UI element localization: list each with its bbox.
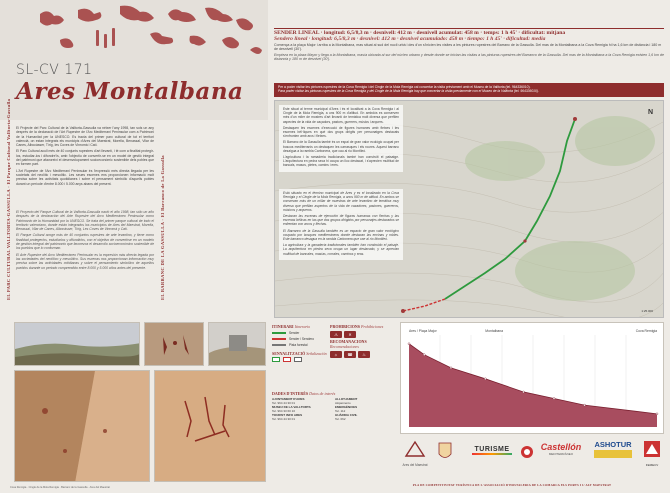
route-specs-spanish: Sendero lineal · longitud: 6,5/8,3 m · desnivel: 412 m · desnivel acumulado: 458 m · tiempo: 1 h 45' · dificultad: media [274,36,546,42]
data-title-es: Datos de interés [309,391,336,396]
paragraph: El Barranco de la Gassulla también es un espacio de gran valor ecológico ocupado por bosques mediterráneos donde destacan las encinas y robles. Este barranco desagua en la rambla Carbonera que cae al río Montlleó. [283,228,399,242]
banner [0,0,268,120]
photo-cliff [14,370,150,482]
route-code: SL-CV 171 [16,62,93,78]
side-label-parc-cultural: EL PARC CULTURAL VALLTORTA-GASSULLA · El Parque Cultural Valltorta-Gassulla [6,98,11,300]
sign-marker-icon [272,357,280,362]
ares-logo-text: Ares del Maestrat [402,463,428,467]
paragraph: Este situat al terme municipal d'Ares i és el localitzat a la Cova Remigia i al Cingle de la Mola Remigia, a uns 900 m d'altitud. En ambdós es conserven més d'un miler de mostres d'art llevantí de temàtica molt diversa que perfilen aspectes de la vida de caçadors, pastors, guerrers, músics i arquers. [283,107,399,124]
legend-swatch [272,338,286,340]
paragraph: El Parc Cultural acull més de 40 conjunts rupestres d'art llevantí, i té com a finalitat protegir-los, estudiar-los i difondre'ls, amb l'objectiu de convertir-se en un model de gestió integral del patrimoni que afavoreixi el desenvolupament socioeconòmic sostenible dels pobles que en formen part. [16,149,154,167]
legend-swatch [272,344,286,346]
paragraph: L'Art Rupestre de l'Arc Mediterrani Peninsular és l'expressió més directa llegada per les societats del neolític i mesolític. Les seues escenes ens proporcionen informació molt precisa sobre les activitats quotidianes i sobre el pensament simbòlic d'aquells pobles durant un període d'entre 8.000 i 5.000 anys abans del present. [16,168,154,186]
prohibitions-title: PROHIBICIONS [330,324,361,329]
photo-shelter [208,322,266,366]
profile-point [656,413,658,415]
legend-label: Pista forestal [289,343,308,347]
ares-emblem-icon [404,440,426,458]
route-description-valencian: Comença a la plaça Major i arriba a la Montalbana, mas situat al sud del nucli urbà i des d'on s'inicien les visites a les pintures rupestres del Barranc de la Gassulla. Del mas de la Montalbana a la Cova Remigia hi ha 1,6 km de distància i 180 m de desnivell (30'). [274,43,662,52]
legend-label: Sender [289,331,300,335]
castellon-logo-text: Castellón [540,442,582,452]
profile-point [553,398,555,400]
data-column-2 [335,397,394,421]
profile-point [484,378,486,380]
castellon-logo-subtext: MEDITERRÀNEO [548,452,574,456]
photo-rock-painting [154,370,266,482]
data-entry: Alojamiento [335,401,351,405]
profile-point-label: Ares / Plaça Major [409,329,437,333]
legend-signage-title-es: Señalización [306,351,327,356]
turisme-logo-bar [472,453,512,455]
data-title: DADES D'INTERÈS [272,391,309,396]
legend-label: Sender / Sendero [289,337,314,341]
data-of-interest [272,392,394,446]
ares-logo [398,440,432,467]
cliff-photo-illustration [15,371,150,482]
data-entry: Tel. 964 44 30 01 [272,417,296,421]
paragraph: El Barranc de la Gassulla també és un espai de gran valor ecològic ocupat per boscos mediterranis on destaquen les carrasques i els roures. Aquest barranc desaigua a la rambla Carbonera, que cau al riu Montlleó. [283,140,399,153]
shield-logo [438,442,452,467]
paragraph: La agricultura y la ganadería tradicionales también han construido el paisaje. La arquitectura en piedra seca ocupa un lugar destacado, y se aprecian multitud de bancales, masías, corrales, caminos y eras. [283,243,399,256]
no-litter-icon: ✕ [344,331,356,338]
side-label-barranc-gassulla: EL BARRANC DE LA GASSULLA · El Barranco de La Gassulla [160,155,165,300]
paragraph: Destaquen les escenes d'execució de figures humanes amb fletxes i les escenes bèl·liques en què dos grups dirigits per personatges destacats s'enfronten amb arcs i fletxes. [283,125,399,139]
data-entry: GUÀRDIA CIVIL [335,413,358,417]
paragraph: El Parque Cultural acoge más de 40 conjuntos rupestres de arte levantino, y tiene como finalidad protegerlos, estudiarlos y difundirlos, con el objetivo de convertirse en un modelo de gestión integral del patrimonio que favorezca el desarrollo socioeconómico sostenible de los pueblos que lo conforman. [16,233,154,251]
paragraph: El Projecte del Parc Cultural de la Valltorta-Gassulla va néixer l'any 1998, tan sols un any després de la declaració de l'Art Rupestre de l'Arc Mediterrani Peninsular com a Patrimoni de la Humanitat per la UNESCO. Es tracta del primer parc cultural de tot el territori valencià, on estan integrats els municipis d'Ares del Maestrat, Morella, Benassal, Vilar de Canes, Albocàsser, Tírig, les Coves de Vinromà i Catí. [16,126,154,148]
recommendations-title: RECOMANACIONS [330,339,367,344]
ashotur-logo-text: ASHOTUR [594,440,632,449]
data-heading [272,392,394,396]
photo-landscape [14,322,140,366]
rock-art-photo-illustration [145,323,204,366]
legend-itinerary-title-es: Itinerario [294,324,311,329]
profile-point-label: Cova Remigia [635,329,657,333]
data-entry: ALLOTJAMENT [335,397,358,401]
diputacio-logo [520,444,534,465]
paragraph: Destacan las escenas de ejecución de figuras humanas con flechas y las escenas bélicas en las que dos grupos dirigidos por personajes destacados se enfrentan con arcos y flechas. [283,214,399,227]
photo-rock-art-detail [144,322,204,366]
diputacio-emblem-icon [520,444,534,460]
elevation-profile [400,322,664,434]
castellon-logo [536,442,586,456]
legend-swatch [272,332,286,334]
visit-info-bar [274,83,664,97]
fedme-logo [640,440,664,467]
sign-post-icon [294,357,302,362]
recommendation-item [330,350,392,359]
profile-point [450,367,452,369]
data-entry: Tel. 964 44 30 01 [272,401,296,405]
data-entry: TOURIST INFO ARES [272,413,303,417]
turisme-logo [472,446,512,455]
profile-point [584,404,586,406]
route-description-spanish: Empieza en la plaza Mayor y llega a la Montalbana, masía ubicada al sur del núcleo urbano y desde donde se inician las visitas a las pinturas rupestres del Barranco de la Gassulla. Del mas de la Montalbana a la Cova Remigia existen 1,6 km de distancia y 180 m de desnivel (30'). [274,52,664,62]
data-entry: Tel. 062 [335,417,346,421]
phone-icon: ☎ [344,351,356,358]
paragraph: Está situado en el término municipal de Ares y es el localizado en la Cova Remigia y el Cingle de la Mola Remigia, a unos 900 m de altitud. En ambos se conservan más de un millar de muestras de arte levantino de temática muy diversa que perfilan aspectos de la vida de cazadores, pastores, guerreros, músicos y arqueros. [283,191,399,212]
elevation-profile-chart [401,323,665,435]
fedme-logo-text: FEMECV [645,463,659,467]
water-icon: ♨ [358,351,370,358]
sun-protection-icon: ☼ [330,351,342,358]
legend-itinerary-title: ITINERARI [272,324,294,329]
recommendations-heading [330,339,392,349]
prohibitions-heading [330,324,392,329]
map-text-valencian [279,105,403,172]
intro-column-1-valencian [16,126,154,188]
data-entry: Tel. 112 [335,409,346,413]
no-fire-icon: ⚠ [330,331,342,338]
profile-point [408,343,410,345]
profile-point [423,354,425,356]
intro-column-1-spanish [16,210,154,272]
logos [396,436,666,478]
header-rule-top [274,28,664,29]
data-entry: MUSEU DE LA VALLTORTA [272,405,311,409]
shelter-photo-illustration [209,323,266,366]
profile-point [522,391,524,393]
prohibitions-recommendations [330,324,392,359]
paragraph: El Proyecto del Parque Cultural de la Valltorta-Gassulla nació el año 1998, tan sólo un año después de la declaración del Arte Rupestre del Arco Mediterráneo Peninsular como Patrimonio de la Humanidad por la UNESCO. Se trata del primer parque cultural de todo el territorio valenciano, donde están integrados los municipios de Ares del Maestrat, Morella, Benassal, Vilar de Canes, Albocàsser, Tírig, Les Coves de Vinromà y Catí. [16,210,154,232]
data-entry: Tel. 964 33 60 10 [272,409,296,413]
ashotur-logo [594,440,632,458]
legend-signage-title: SENYALITZACIÓ [272,351,306,356]
rock-painting-photo-illustration [155,371,266,482]
route-map [274,100,664,318]
north-arrow: N [647,109,653,116]
fedme-emblem-icon [643,440,661,458]
footer-credit: PLA DE COMPETITIVITAT TURÍSTICA DE L'ASSOCIACIÓ D'HOSTALERIA DE LA COMARCA ELS PORTS I L'ALT MAESTRAT [412,483,612,487]
map-scale: 1:25.000 [641,309,653,313]
prohibitions-title-es: Prohibiciones [361,324,384,329]
data-entry: AJUNTAMENT D'ARES [272,397,305,401]
route-specs-valencian: SENDER LINEAL · longitud: 6,5/8,3 m · desnivell: 412 m · desnivell acumulat: 458 m · temps: 1 h 45' · dificultat: mitjana [274,30,566,36]
profile-point-label: Montalbana [485,329,504,333]
paragraph: El Arte Rupestre del Arco Mediterráneo Peninsular es la expresión más directa legada por las sociedades del neolítico y mesolítico. Sus escenas nos proporcionan información muy precisa sobre las actividades cotidianas y sobre el pensamiento simbólico de aquellos pueblos durante un periodo comprendido entre 8.000 y 5.000 años antes del presente. [16,252,154,270]
sign-marker-icon [283,357,291,362]
route-title: Ares Montalbana [16,78,244,105]
shield-emblem-icon [438,442,452,462]
photo-caption: Cova Remigia · Cingle de la Mola Remigia · Barranc de la Gassulla · Ares del Maestrat [10,486,110,489]
ashotur-logo-band [594,450,632,458]
prohibition-item [330,330,392,339]
visit-info-spanish: Para poder visitar las pinturas rupestres de la Cova Remigia y del Cingle de la Mola Remigia hay que concertar la visita previamente con el Museo de la Valltorta (tel. 964336010). [278,88,539,93]
landscape-photo-illustration [15,323,140,366]
turisme-logo-text: TURISME [474,446,510,453]
data-entry: EMERGÈNCIES [335,405,358,409]
paragraph: L'agricultura i la ramaderia tradicionals també han construït el paisatge. L'arquitectura en pedra seca hi ocupa un lloc destacat, i s'aprecien multitud de bancals, masos, pletes, camins i eres. [283,155,399,168]
data-columns [272,397,394,421]
data-column-1 [272,397,331,421]
recommendations-title-es: Recomendaciones [330,344,359,349]
route-header [274,30,664,62]
visit-info-valencian: Per a poder visitar les pintures rupestres de la Cova Remigia i del Cingle de la Mola Remigia cal concertar la visita prèviament amb el Museu de la Valltorta (tel. 964336010). [278,84,531,89]
map-text-spanish [279,189,403,260]
